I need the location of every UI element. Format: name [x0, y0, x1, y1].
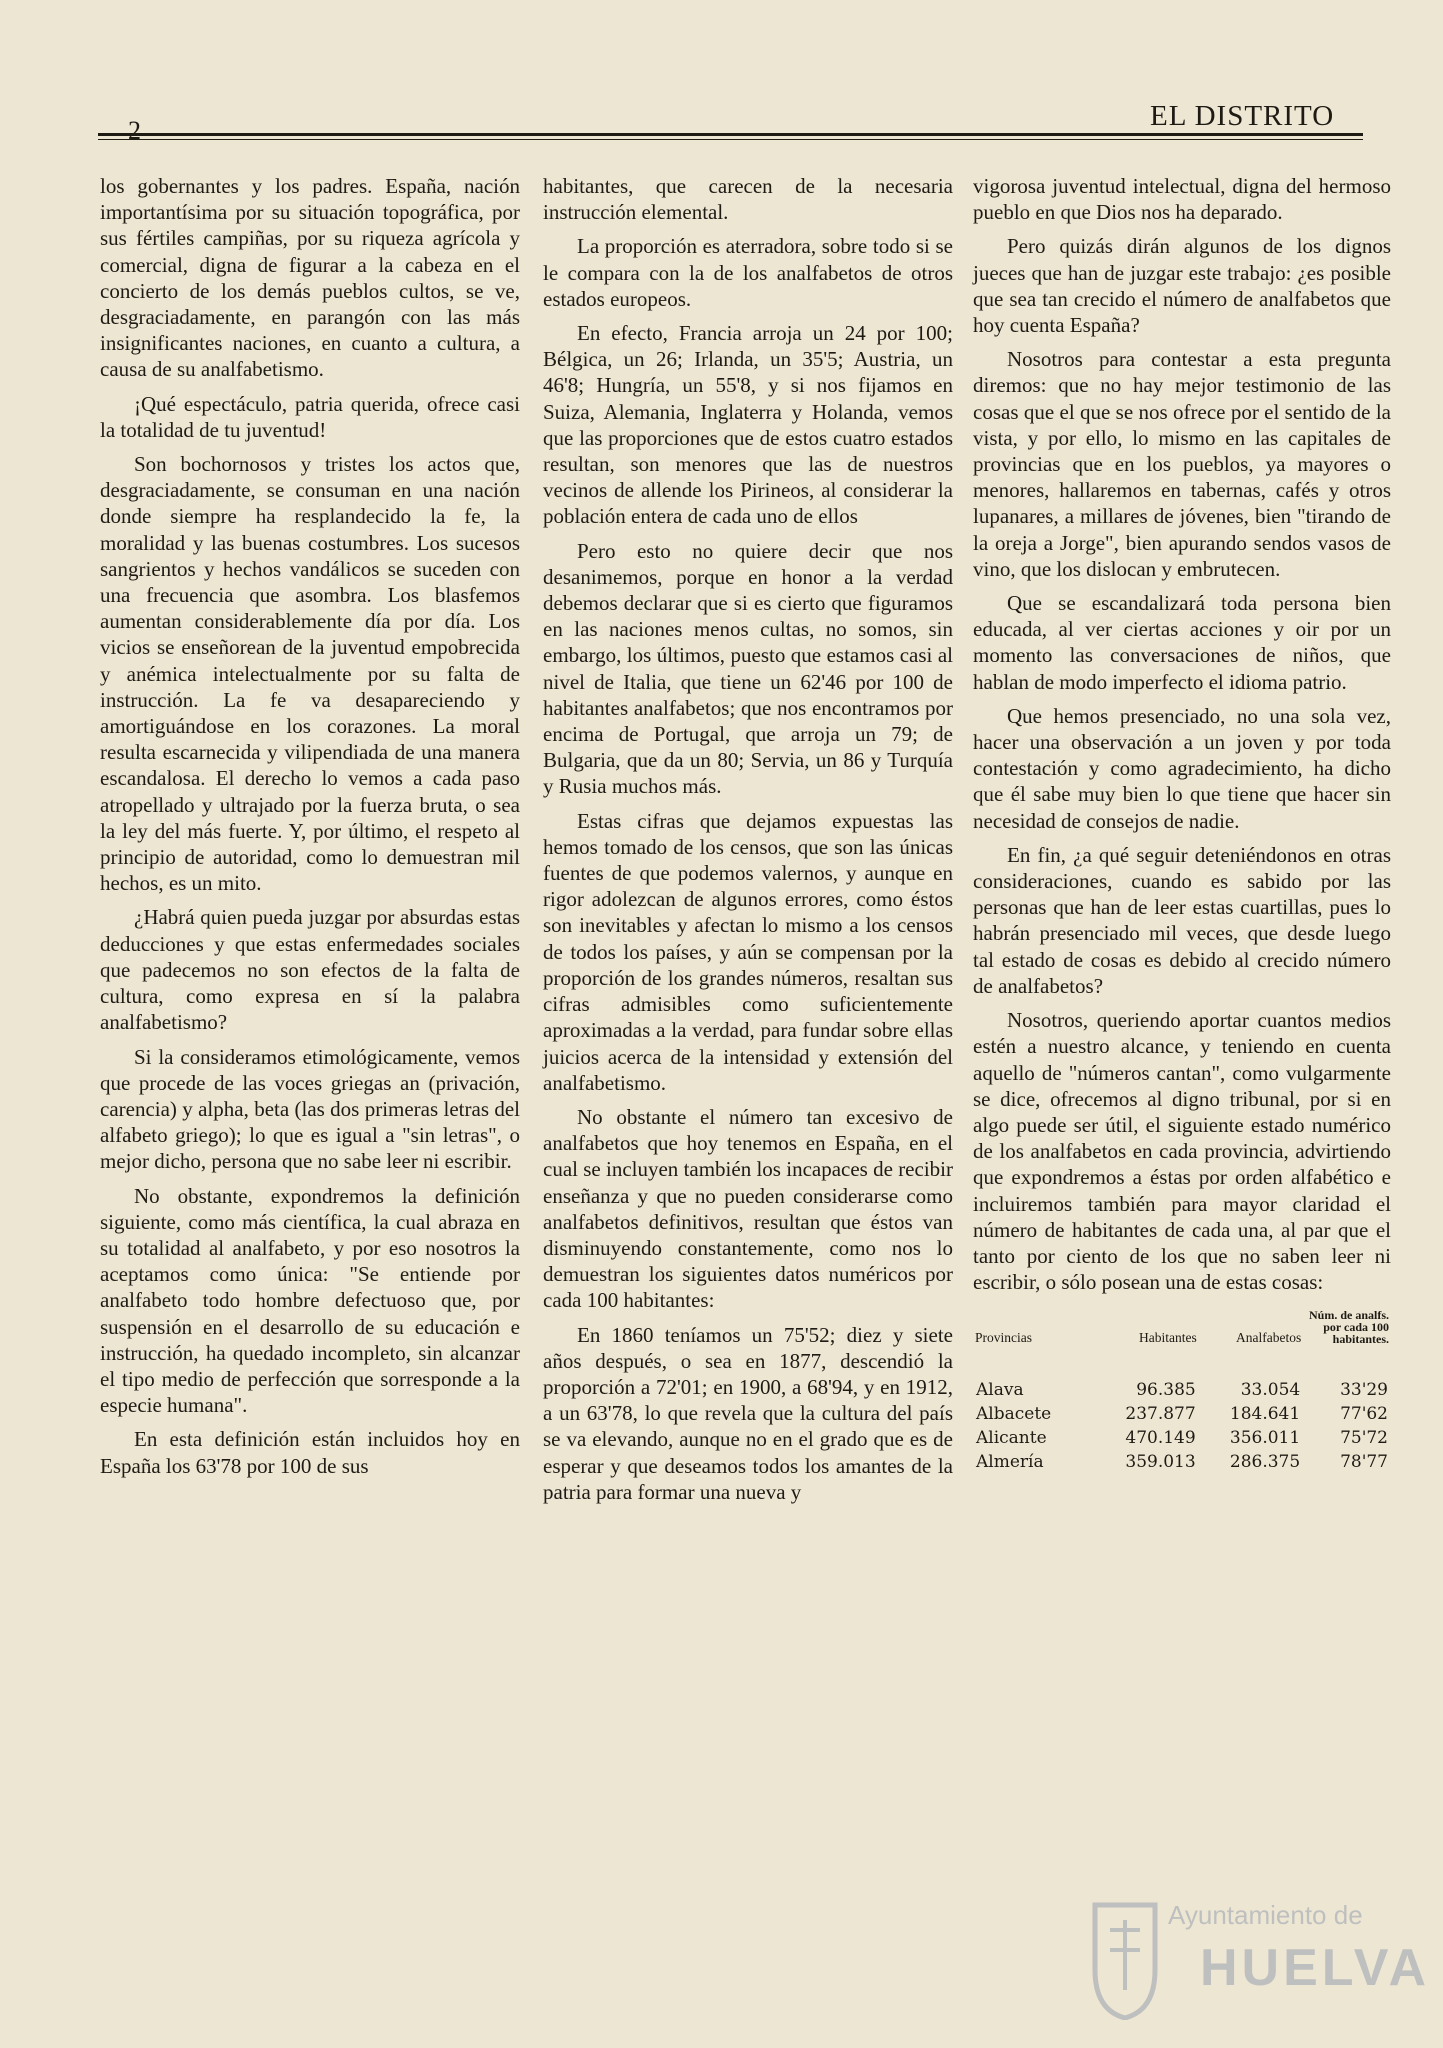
paragraph: En fin, ¿a qué seguir deteniéndonos en otras consideraciones, cuando es sabido por las personas que han de leer estas cuartillas, pues lo habrán presenciado mil veces, que desde luego tal estado de cosas es debido al crecido número de analfabetos?	[973, 842, 1391, 998]
paragraph: Nosotros, queriendo aportar cuantos medios estén a nuestro alcance, y teniendo en cuenta aquello de "números cantan", como vulgarmente se dice, ofrecemos al digno tribunal, por si en algo puede ser útil, el siguiente estado numérico de los analfabetos en cada provincia, advirtiendo que expondremos a éstas por orden alfabético e incluiremos también para mayor claridad el número de habitantes de cada una, al par que el tanto por ciento de los que no saben leer ni escribir, o sólo posean una de estas cosas:	[973, 1008, 1391, 1295]
paragraph: ¿Habrá quien pueda juzgar por absurdas estas deducciones y que estas enfermedades sociales que padecemos no son efectos de la falta de cultura, como expresa en sí la palabra analfabetismo?	[100, 905, 520, 1035]
paragraph: No obstante, expondremos la definición siguiente, como más científica, la cual abraza en su totalidad al analfabeto, y por eso nosotros la aceptamos como única: "Se entiende por analfabeto todo hombre defectuoso que, por suspensión en el desarrollo de su educación e instrucción, ha quedado incompleto, sin alcanzar el tipo medio de perfección que sorresponde a la especie humana".	[100, 1183, 520, 1418]
cell-habitantes: 470.149	[1125, 1428, 1196, 1449]
paragraph: Que se escandalizará toda persona bien educada, al ver ciertas acciones y oir por un momento las conversaciones de niños, que hablan de modo imperfecto el idioma patrio.	[973, 591, 1391, 694]
illiteracy-table	[973, 1305, 1391, 1474]
table-row	[973, 1349, 1391, 1402]
table-header-row	[973, 1305, 1391, 1349]
watermark	[1090, 1900, 1431, 2030]
column-3	[973, 173, 1391, 1474]
header-analfabetos: Analfabetos	[1235, 1330, 1302, 1346]
paragraph: Que hemos presenciado, no una sola vez, hacer una observación a un joven y por toda contestación y como agradecimiento, ha dicho que él sabe muy bien lo que tiene que hacer sin necesidad de consejos de nadie.	[973, 703, 1391, 833]
cell-analfabetos: 286.375	[1229, 1452, 1301, 1473]
header-habitantes: Habitantes	[1138, 1330, 1197, 1346]
paragraph: ¡Qué espectáculo, patria querida, ofrece casi la totalidad de tu juventud!	[100, 391, 520, 442]
paragraph: En efecto, Francia arroja un 24 por 100; Bélgica, un 26; Irlanda, un 35'5; Austria, un 46'8; Hungría, un 55'8, y si nos fijamos en Suiza, Alemania, Inglaterra y Holanda, vemos que las proporciones que de estos cuatro estados resultan, son menores que las de nuestros vecinos de allende los Pirineos, al considerar la población entera de cada uno de ellos	[543, 321, 953, 529]
header-pct: Núm. de analfs. por cada 100 habitantes.	[1308, 1308, 1389, 1347]
header-provincias: Provincias	[975, 1330, 1032, 1346]
paragraph: Nosotros para contestar a esta pregunta diremos: que no hay mejor testimonio de las cosas que el que se nos ofrece por el sentido de la vista, y por ello, lo mismo en las capitales de provincias que en los pueblos, ya mayores o menores, hallaremos en tabernas, cafés y otros lupanares, a millares de jóvenes, bien "tirando de la oreja a Jorge", bien apurando sendos vasos de vino, que los dislocan y embrutecen.	[973, 347, 1391, 581]
cell-provincia: Almería	[976, 1452, 1044, 1473]
watermark-line2: HUELVA	[1200, 1939, 1431, 1997]
watermark-line1: Ayuntamiento de	[1168, 1900, 1363, 1930]
paragraph: Estas cifras que dejamos expuestas las hemos tomado de los censos, que son las únicas fuentes de que podemos valernos, y aunque en rigor adolezcan de algunos errores, como éstos son inevitables y afectan lo mismo a los censos de todos los países, y aún se compensan por la proporción de los grandes números, resaltan sus cifras admisibles como suficientemente aproximadas a la verdad, para fundar sobre ellas juicios acerca de la intensidad y extensión del analfabetismo.	[543, 808, 953, 1095]
table-row	[973, 1402, 1391, 1426]
cell-pct: 77'62	[1340, 1404, 1388, 1425]
page-number: 2	[128, 116, 141, 145]
cell-provincia: Alicante	[976, 1428, 1047, 1449]
table-row	[973, 1426, 1391, 1450]
paragraph: En 1860 teníamos un 75'52; diez y siete años después, o sea en 1877, descendió la proporción a 72'01; en 1900, a 68'94, y en 1912, a un 63'78, lo que revela que la cultura del país se va elevando, aunque no en el grado que es de esperar y que deseamos todos los amantes de la patria para formar una nueva y	[543, 1322, 953, 1504]
table-row	[973, 1450, 1391, 1474]
paragraph: vigorosa juventud intelectual, digna del hermoso pueblo en que Dios nos ha deparado.	[973, 174, 1391, 225]
paragraph: La proporción es aterradora, sobre todo si se le compara con la de los analfabetos de otros estados europeos.	[543, 234, 953, 311]
paragraph: En esta definición están incluidos hoy en España los 63'78 por 100 de sus	[100, 1427, 520, 1478]
paragraph: Si la consideramos etimológicamente, vemos que procede de las voces griegas an (privación, carencia) y alpha, beta (las dos primeras letras del alfabeto griego); lo que es igual a "sin letras", o mejor dicho, persona que no sabe leer ni escribir.	[100, 1044, 520, 1174]
cell-pct: 33'29	[1340, 1380, 1388, 1401]
paragraph: habitantes, que carecen de la necesaria instrucción elemental.	[543, 174, 953, 225]
cell-habitantes: 359.013	[1125, 1452, 1196, 1473]
cell-habitantes: 96.385	[1136, 1380, 1196, 1401]
cell-provincia: Alava	[976, 1380, 1024, 1401]
cell-analfabetos: 33.054	[1240, 1380, 1301, 1401]
column-2	[543, 173, 953, 1513]
cell-analfabetos: 356.011	[1229, 1428, 1301, 1449]
header-rule-thin	[98, 139, 1363, 140]
paragraph: Son bochornosos y tristes los actos que, desgraciadamente, se consuman en una nación donde siempre ha resplandecido la fe, la moralidad y las buenas costumbres. Los sucesos sangrientos y hechos vandálicos se suceden con una frecuencia que asombra. Los blasfemos aumentan considerablemente día por día. Los vicios se enseñorean de la juventud empobrecida y anémica intelectualmente por su falta de instrucción. La fe va desapareciendo y amortiguándose en los corazones. La moral resulta escarnecida y vilipendiada de una manera escandalosa. El derecho lo vemos a cada paso atropellado y ultrajado por la fuerza bruta, o sea la ley del más fuerte. Y, por último, el respeto al principio de autoridad, como lo demuestran mil hechos, es un mito.	[100, 452, 520, 896]
cell-provincia: Albacete	[976, 1404, 1052, 1425]
cell-analfabetos: 184.641	[1229, 1404, 1301, 1425]
paragraph: No obstante el número tan excesivo de analfabetos que hoy tenemos en España, en el cual se incluyen también los incapaces de recibir enseñanza y que no pueden considerarse como analfabetos definitivos, resultan que éstos van disminuyendo constantemente, como nos lo demuestran los siguientes datos numéricos por cada 100 habitantes:	[543, 1104, 953, 1313]
page-header	[0, 0, 1443, 145]
column-1	[100, 173, 520, 1487]
cell-habitantes: 237.877	[1125, 1404, 1196, 1425]
paragraph: los gobernantes y los padres. España, nación importantísima por su situación topográfica, por sus fértiles campiñas, por su riqueza agrícola y comercial, digna de figurar a la cabeza en el concierto de los demás pueblos cultos, se ve, desgraciadamente, en parangón con las más insignificantes naciones, en cuanto a cultura, a causa de su analfabetismo.	[100, 174, 520, 382]
shield-icon	[1090, 1900, 1160, 2020]
header-rule	[98, 133, 1363, 136]
cell-pct: 75'72	[1340, 1428, 1388, 1449]
paragraph: Pero esto no quiere decir que nos desanimemos, porque en honor a la verdad debemos declarar que si es cierto que figuramos en las naciones menos cultas, no somos, sin embargo, los últimos, puesto que estamos casi al nivel de Italia, que tiene un 62'46 por 100 de habitantes analfabetos; que nos encontramos por encima de Portugal, que arroja un 79; de Bulgaria, que da un 80; Servia, un 86 y Turquía y Rusia muchos más.	[543, 538, 953, 799]
paragraph: Pero quizás dirán algunos de los dignos jueces que han de juzgar este trabajo: ¿es posible que sea tan crecido el número de analfabetos que hoy cuenta España?	[973, 234, 1391, 338]
cell-pct: 78'77	[1340, 1452, 1388, 1473]
newspaper-title: EL DISTRITO	[1150, 100, 1335, 132]
